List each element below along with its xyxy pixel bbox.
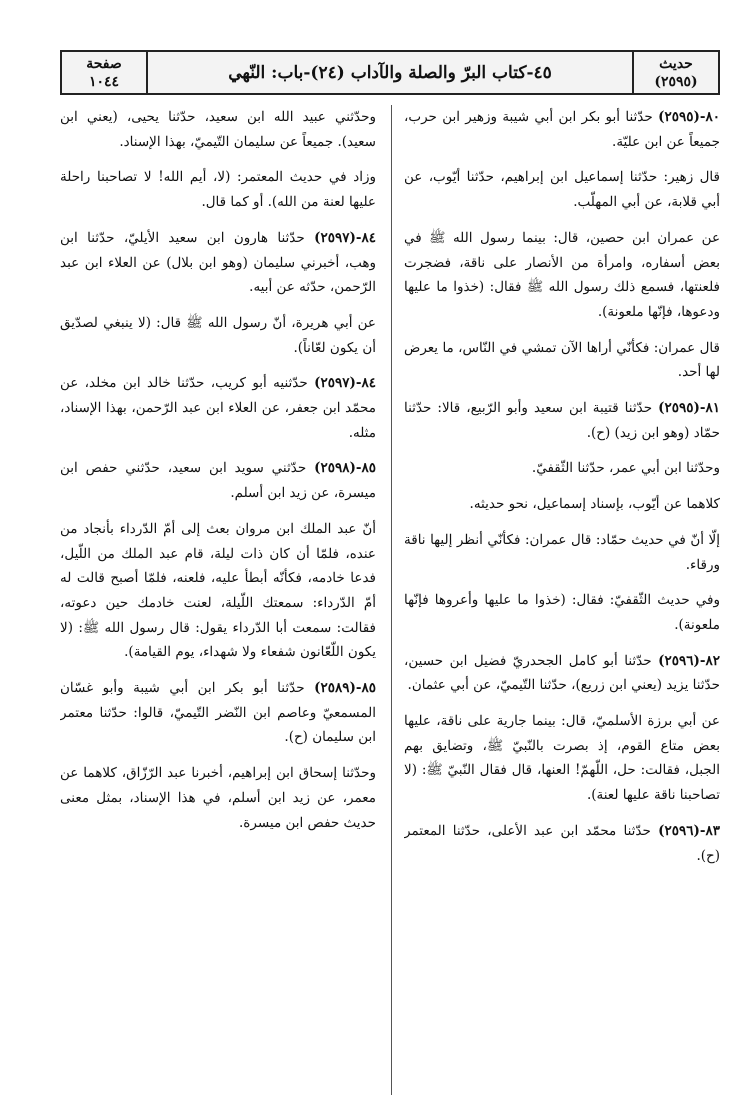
paragraph [404,165,720,214]
paragraph-text: وحدّثنا إسحاق ابن إبراهيم، أخبرنا عبد الرّزّاق، كلاهما عن معمر، عن زيد ابن أسلم، في هذا الإسناد، بمثل معنى حديث حفص ابن ميسرة. [60,765,376,831]
book-page [60,50,720,1100]
right-text-column [404,105,720,1095]
column-divider [391,105,392,1095]
paragraph-text: حدّثنا أبو كامل الجحدريّ فضيل ابن حسين، حدّثنا يزيد (يعني ابن زريع)، حدّثنا التّيميّ، عن أبي عثمان. [404,652,720,694]
chapter-title: ٤٥-كتاب البرّ والصلة والآداب (٢٤)-باب: النّهي [228,62,552,83]
hadith-reference-number: ٨٠-(٢٥٩٥) [658,109,720,125]
paragraph [60,371,376,445]
paragraph-text: حدّثني سويد ابن سعيد، حدّثني حفص ابن ميسرة، عن زيد ابن أسلم. [60,460,376,502]
paragraph-text: حدّثنا قتيبة ابن سعيد وأبو الرّبيع، قالا: حدّثنا حمّاد (وهو ابن زيد) (ح). [404,400,720,441]
paragraph [60,105,376,154]
paragraph-text: عن أبي برزة الأسلميّ، قال: بينما جارية على ناقة، عليها بعض متاع القوم، إذ بصرت بالنّبيّ ﷺ، وتضايق بهم الجبل، فقالت: حل، اللّهمّ! العنها، قال فقال النّبيّ ﷺ: (لا تصاحبنا ناقة عليها لعنة). [404,713,720,804]
paragraph [404,588,720,637]
paragraph [404,709,720,808]
paragraph [60,761,376,835]
paragraph [404,819,720,868]
paragraph-text: وفي حديث الثّقفيّ: فقال: (خذوا ما عليها وأعروها فإنّها ملعونة). [404,592,720,633]
paragraph-text: كلاهما عن أيّوب، بإسناد إسماعيل، نحو حديثه. [469,496,720,513]
hadith-reference-number: ٨٤-(٢٥٩٧) [314,229,376,246]
paragraph-text: قال عمران: فكأنّي أراها الآن تمشي في النّاس، ما يعرض لها أحد. [404,339,720,381]
hadith-reference-number: ٨٣-(٢٥٩٦) [658,822,720,839]
paragraph [404,105,720,154]
paragraph [404,226,720,325]
paragraph-text: حدّثنا أبو بكر ابن أبي شيبة وأبو غسّان المسمعيّ وعاصم ابن النّضر التّيميّ، قالوا: حدّثنا معتمر ابن سليمان (ح). [60,680,376,746]
paragraph-text: قال زهير: حدّثنا إسماعيل ابن إبراهيم، حدّثنا أيّوب، عن أبي قلابة، عن أبي المهلّب. [404,169,720,211]
paragraph-text: وحدّثنا ابن أبي عمر، حدّثنا الثّقفيّ. [531,460,720,477]
paragraph [404,492,720,517]
left-text-column [60,105,376,1095]
paragraph [60,676,376,750]
hadith-label: حديث [659,55,693,72]
paragraph [60,226,376,300]
paragraph-text: وزاد في حديث المعتمر: (لا، أيم الله! لا تصاحبنا راحلة عليها لعنة من الله). أو كما قال. [60,169,376,211]
paragraph [404,528,720,577]
hadith-number-box [632,52,718,93]
hadith-reference-number: ٨١-(٢٥٩٥) [658,400,720,417]
paragraph-text: حدّثنا هارون ابن سعيد الأيليّ، حدّثنا ابن وهب، أخبرني سليمان (وهو ابن بلال) عن العلاء ابن عبد الرّحمن، حدّثه عن أبيه. [60,229,376,296]
hadith-number: (٢٥٩٥) [654,73,698,90]
paragraph-text: عن عمران ابن حصين، قال: بينما رسول الله ﷺ في بعض أسفاره، وامرأة من الأنصار على ناقة، فضجرت فلعنتها، فسمع ذلك رسول الله ﷺ فقال: (خذوا ما عليها ودعوها، فإنّها ملعونة). [404,229,720,320]
paragraph [60,165,376,214]
hadith-reference-number: ٨٤-(٢٥٩٧) [314,375,376,392]
paragraph [60,311,376,360]
hadith-reference-number: ٨٢-(٢٥٩٦) [658,652,720,669]
paragraph-text: أنّ عبد الملك ابن مروان بعث إلى أمّ الدّرداء بأنجاد من عنده، فلمّا أن كان ذات ليلة، قام عبد الملك من اللّيل، فدعا خادمه، فكأنّه أبطأ عليه، فلعنه، فلمّا أصبح قالت له أمّ الدّرداء: سمعتك اللّيلة، لعنت خادمك حين دعوته، فقالت: سمعت أبا الدّرداء يقول: قال رسول الله ﷺ: (لا يكون اللّعّانون شفعاء ولا شهداء، يوم القيامة). [60,520,376,661]
paragraph-text: حدّثنا أبو بكر ابن أبي شيبة وزهير ابن حرب، جميعاً عن ابن عليّة. [404,109,720,150]
hadith-reference-number: ٨٥-(٢٥٩٨) [314,460,376,477]
page-header [60,50,720,95]
paragraph-text: حدّثنيه أبو كريب، حدّثنا خالد ابن مخلد، عن محمّد ابن جعفر، عن العلاء ابن عبد الرّحمن، بهذا الإسناد، مثله. [60,375,376,441]
page-label: صفحة [86,55,122,72]
paragraph-text: وحدّثني عبيد الله ابن سعيد، حدّثنا يحيى، (يعني ابن سعيد). جميعاً عن سليمان التّيميّ، بهذا الإسناد. [60,109,376,150]
paragraph [404,336,720,385]
hadith-reference-number: ٨٥-(٢٥٨٩) [314,680,376,697]
page-number: ١٠٤٤ [88,73,120,90]
paragraph [404,456,720,481]
paragraph-text: حدّثنا محمّد ابن عبد الأعلى، حدّثنا المعتمر (ح). [404,822,720,864]
paragraph-text: إلّا أنّ في حديث حمّاد: قال عمران: فكأنّي أنظر إليها ناقة ورقاء. [404,531,720,573]
paragraph-text: عن أبي هريرة، أنّ رسول الله ﷺ قال: (لا ينبغي لصدّيق أن يكون لعّاناً). [60,314,376,356]
paragraph [60,517,376,665]
paragraph [60,456,376,505]
paragraph [404,649,720,698]
page-number-box [62,52,148,93]
paragraph [404,396,720,445]
